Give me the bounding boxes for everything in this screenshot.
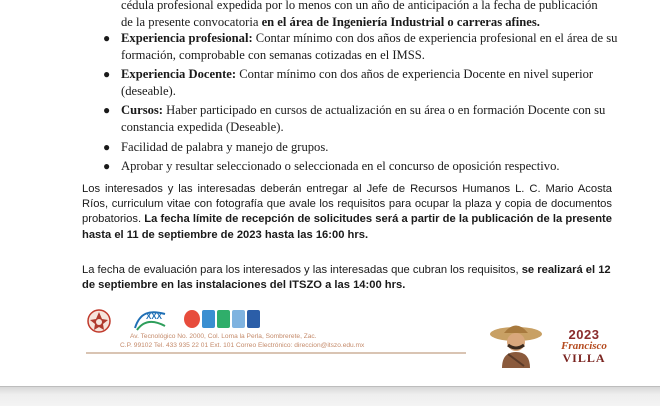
tecnologico-logo-icon xyxy=(86,308,112,334)
certification-logo-icon xyxy=(232,310,245,328)
villa-name-last: VILLA xyxy=(562,351,606,365)
item-text: Contar mínimo con dos años de experiencia profesional en el área de su formación, comprobable con semanas cotizadas en el IMSS. xyxy=(121,31,618,62)
viewer-bottom-strip xyxy=(0,386,660,406)
address-line-2: C.P. 99102 Tel. 433 935 22 01 Ext. 101 Correo Electrónico: direccion@itszo.edu.mx xyxy=(120,342,365,349)
villa-year: 2023 xyxy=(568,327,600,342)
bullet-icon: ● xyxy=(103,67,111,82)
item-text: Aprobar y resultar seleccionado o seleccionada en el concurso de oposición respectivo. xyxy=(121,159,560,174)
list-item xyxy=(103,66,621,99)
submission-paragraph xyxy=(82,182,612,243)
evaluation-text: La fecha de evaluación para los interesados y las interesadas que cubran los requisitos, xyxy=(82,264,519,276)
item-text: Facilidad de palabra y manejo de grupos. xyxy=(121,139,329,154)
certification-logo-icon xyxy=(217,310,230,328)
address-line-1: Av. Tecnológico No. 2000, Col. Loma la Perla, Sombrerete, Zac. xyxy=(130,333,317,340)
continuation-line-1: cédula profesional expedida por lo menos con un año de anticipación a la fecha de publicación xyxy=(121,0,598,12)
item-text: Haber participado en cursos de actualización en su área o en formación Docente con su constancia expedida (Deseable). xyxy=(121,103,606,134)
bullet-icon: ● xyxy=(103,31,111,45)
bullet-icon: ● xyxy=(103,139,111,154)
submission-text: Los interesados y las interesadas deberán entregar al Jefe de Recursos Humanos L. C. Mario Acosta Ríos, curriculum vitae con fotografía que avale los requisitos para ocupar la plaza y copia de documentos probatorios. xyxy=(82,183,612,226)
evaluation-paragraph xyxy=(82,263,612,293)
certification-logo-icon xyxy=(184,310,200,328)
anniversary-logo xyxy=(132,306,168,334)
deadline-text: La fecha límite de recepción de solicitudes será a partir de la publicación de la presente hasta el 11 de septiembre de 2023 hasta las 16:00 hrs. xyxy=(82,213,613,241)
item-text: Contar mínimo con dos años de experiencia Docente en nivel superior (deseable). xyxy=(121,67,594,98)
certification-logo-icon xyxy=(247,310,260,328)
item-bold: Experiencia profesional: xyxy=(121,31,253,45)
footer-address xyxy=(86,332,466,350)
list-item xyxy=(103,158,621,175)
anniversary-logo-text: XXX xyxy=(146,312,163,321)
francisco-villa-year-logo xyxy=(549,328,619,364)
bullet-icon: ● xyxy=(103,159,111,174)
requirement-continuation xyxy=(121,0,621,30)
evaluation-date-text: se realizará el 12 de septiembre en las instalaciones del ITSZO a las 14:00 hrs. xyxy=(82,264,611,292)
footer-divider xyxy=(86,352,466,354)
certification-logo-icon xyxy=(202,310,215,328)
list-item xyxy=(103,139,621,156)
footer-logos xyxy=(86,306,296,332)
requirements-list xyxy=(103,30,621,178)
francisco-villa-portrait-icon xyxy=(488,318,548,368)
villa-name-first: Francisco xyxy=(561,340,607,352)
continuation-text: de la presente convocatoria xyxy=(121,14,262,29)
continuation-line-2 xyxy=(121,14,621,31)
continuation-bold: en el área de Ingeniería Industrial o carreras afines. xyxy=(261,14,540,29)
certification-logos xyxy=(184,310,260,328)
list-item xyxy=(103,30,621,63)
item-bold: Cursos: xyxy=(121,103,163,118)
list-item xyxy=(103,102,621,135)
bullet-icon: ● xyxy=(103,103,111,118)
item-bold: Experiencia Docente: xyxy=(121,67,237,82)
